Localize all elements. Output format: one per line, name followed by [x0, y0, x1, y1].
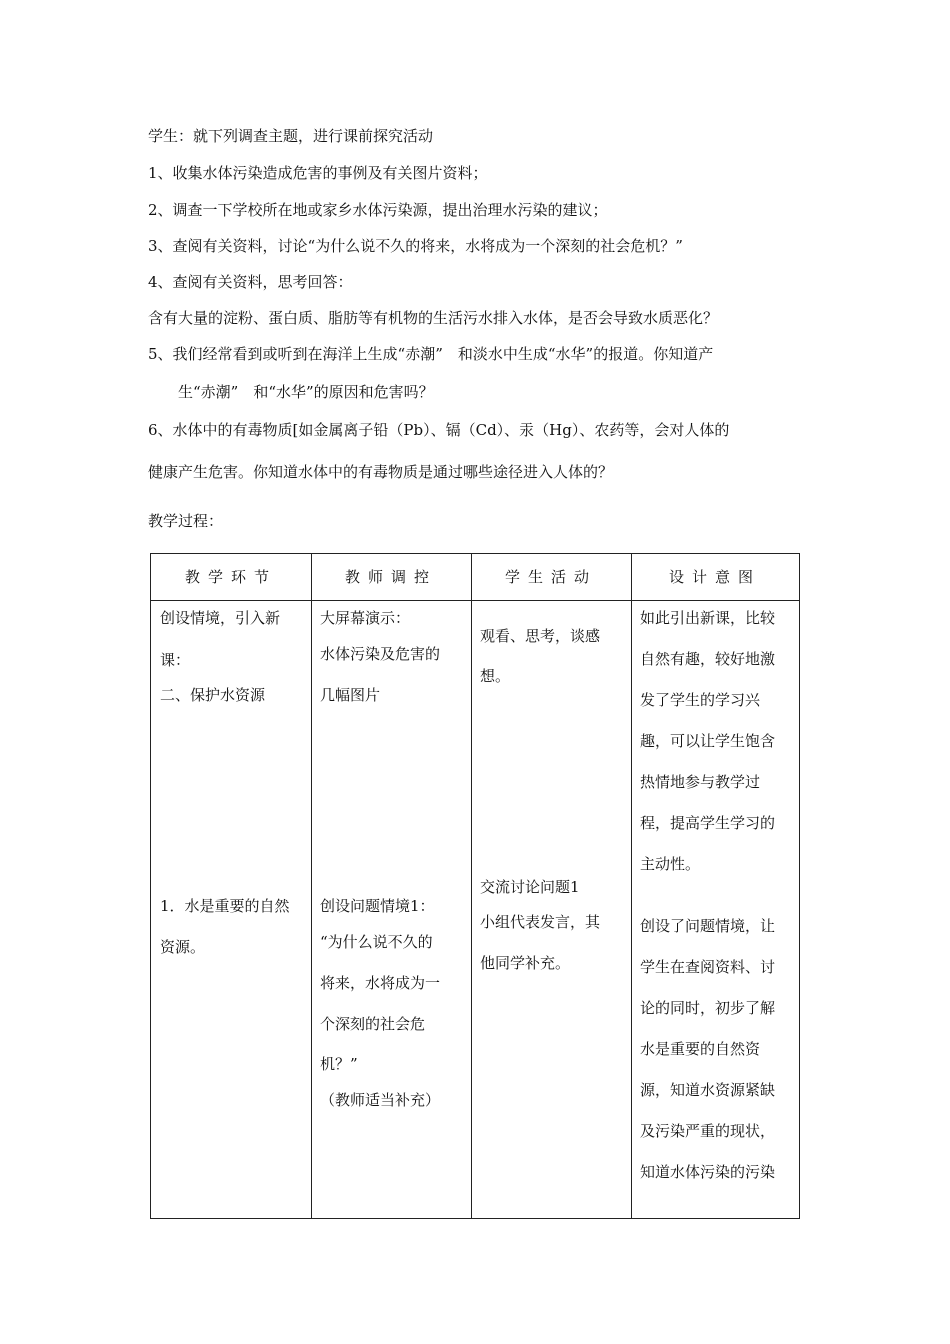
intent-text: 水是重要的自然资 [640, 1040, 761, 1058]
intent-text: 程，提高学生学习的 [640, 814, 776, 832]
item-5-line-1: 5、我们经常看到或听到在海洋上生成“赤潮” 和淡水中生成“水华”的报道。你知道产 [148, 345, 714, 363]
column-divider [631, 554, 632, 1218]
intent-text: 及污染严重的现状， [640, 1122, 776, 1140]
item-1: 1、收集水体污染造成危害的事例及有关图片资料； [148, 164, 488, 182]
intent-text: 源，知道水资源紧缺 [640, 1081, 776, 1099]
teacher-text: 水体污染及危害的 [320, 645, 441, 663]
intent-text: 热情地参与教学过 [640, 773, 761, 791]
intent-text: 趣，可以让学生饱含 [640, 732, 776, 750]
student-text: 交流讨论问题1 [480, 878, 580, 896]
column-divider [311, 554, 312, 1218]
header-teacher-control: 教师调控 [344, 568, 437, 586]
stage-text: 资源。 [160, 938, 206, 956]
stage-text: 课： [160, 651, 191, 669]
student-text: 想。 [480, 667, 511, 685]
intent-text: 知道水体污染的污染 [640, 1163, 776, 1181]
intent-text: 学生在查阅资料、讨 [640, 958, 776, 976]
teacher-text: 大屏幕演示： [320, 609, 411, 627]
header-teaching-stage: 教学环节 [184, 568, 277, 586]
item-4: 4、查阅有关资料，思考回答： [148, 273, 353, 291]
stage-text: 1．水是重要的自然 [160, 897, 290, 915]
item-4-detail: 含有大量的淀粉、蛋白质、脂肪等有机物的生活污水排入水体，是否会导致水质恶化？ [148, 309, 719, 327]
stage-text: 二、保护水资源 [160, 686, 266, 704]
student-text: 观看、思考，谈感 [480, 627, 601, 645]
teacher-text: 创设问题情境1： [320, 897, 435, 915]
intent-text: 发了学生的学习兴 [640, 691, 761, 709]
item-5-line-2: 生“赤潮” 和“水华”的原因和危害吗？ [178, 383, 434, 401]
teacher-text: 几幅图片 [320, 686, 381, 704]
intent-text: 创设了问题情境，让 [640, 917, 776, 935]
intent-text: 主动性。 [640, 855, 701, 873]
intent-text: 自然有趣，较好地激 [640, 650, 776, 668]
header-divider [151, 600, 799, 601]
teacher-text: “为什么说不久的 [320, 933, 433, 951]
student-line: 学生：就下列调查主题，进行课前探究活动 [148, 127, 434, 145]
teaching-process-table [150, 553, 800, 1219]
student-text: 他同学补充。 [480, 954, 571, 972]
teacher-text: （教师适当补充） [320, 1091, 441, 1109]
student-text: 小组代表发言，其 [480, 913, 601, 931]
teacher-text: 机？” [320, 1055, 358, 1073]
intent-text: 论的同时，初步了解 [640, 999, 776, 1017]
header-design-intent: 设计意图 [668, 568, 761, 586]
column-divider [471, 554, 472, 1218]
item-6-line-1: 6、水体中的有毒物质[如金属离子铅（Pb）、镉（Cd）、汞（Hg）、农药等，会对人体的 [148, 421, 730, 439]
teacher-text: 个深刻的社会危 [320, 1015, 426, 1033]
intent-text: 如此引出新课，比较 [640, 609, 776, 627]
item-2: 2、调查一下学校所在地或家乡水体污染源，提出治理水污染的建议； [148, 201, 608, 219]
item-6-line-2: 健康产生危害。你知道水体中的有毒物质是通过哪些途径进入人体的？ [148, 463, 614, 481]
stage-text: 创设情境，引入新 [160, 609, 281, 627]
header-student-activity: 学生活动 [504, 568, 597, 586]
process-title: 教学过程： [148, 512, 224, 530]
item-3: 3、查阅有关资料，讨论“为什么说不久的将来，水将成为一个深刻的社会危机？” [148, 237, 683, 255]
teacher-text: 将来，水将成为一 [320, 974, 441, 992]
